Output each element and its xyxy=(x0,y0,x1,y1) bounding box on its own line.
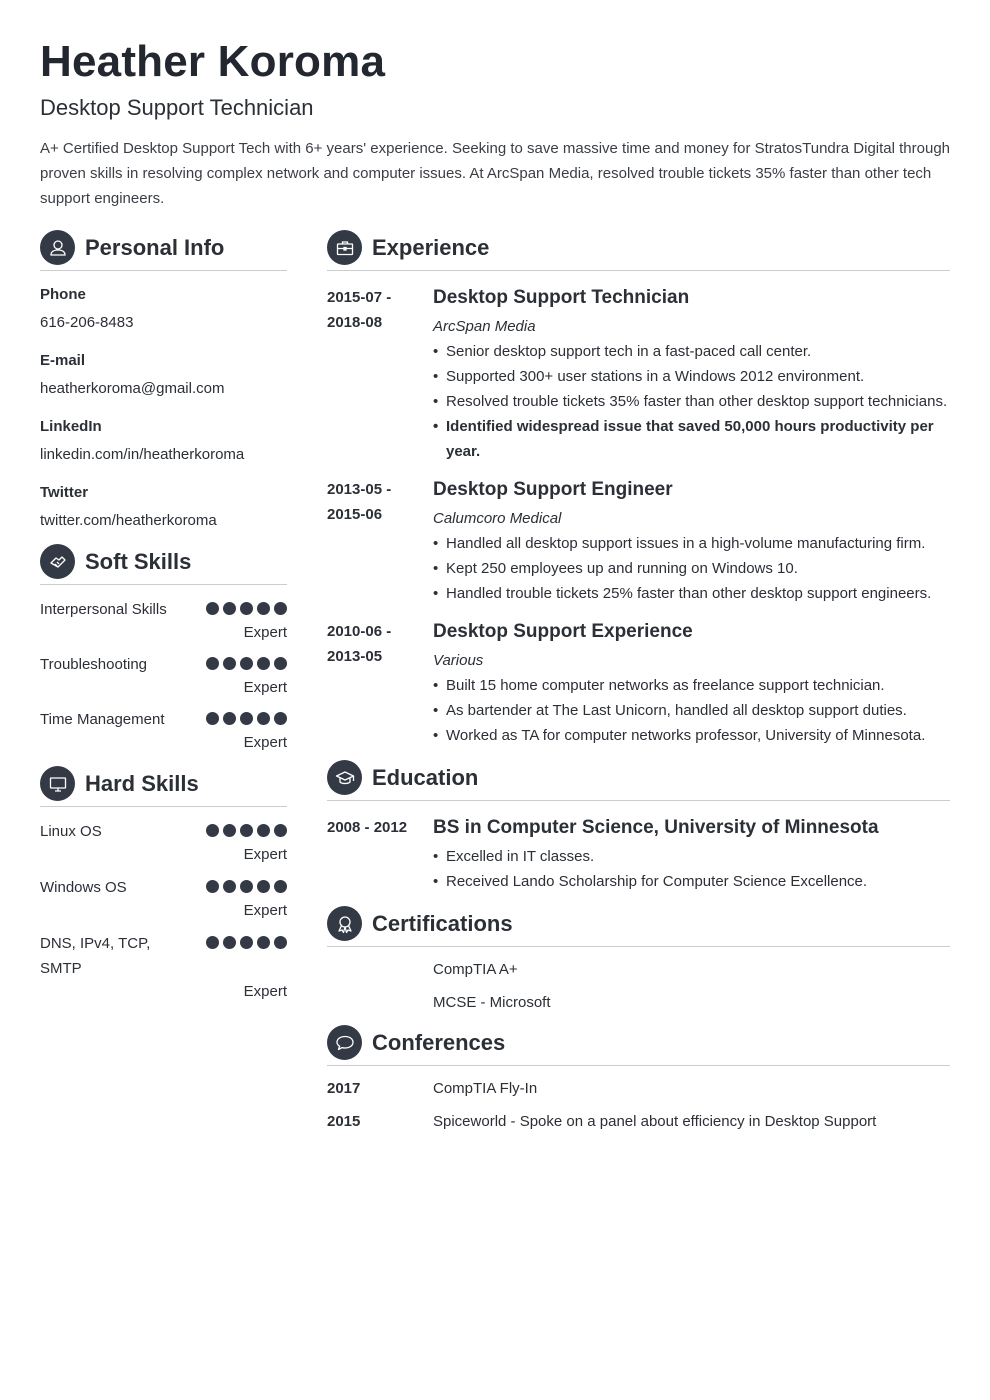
bullet-list xyxy=(433,339,950,464)
twitter-value: twitter.com/heatherkoroma xyxy=(40,512,217,529)
degree-title: BS in Computer Science, University of Minnesota xyxy=(433,817,879,838)
skill-name: Interpersonal Skills xyxy=(40,601,167,618)
conference-year: 2015 xyxy=(327,1113,361,1130)
skill-name: Linux OS xyxy=(40,823,102,840)
skill-item xyxy=(40,652,287,699)
list-item: • Resolved trouble tickets 35% faster than other desktop support technicians. xyxy=(433,389,950,414)
experience-section xyxy=(327,230,950,748)
section-header xyxy=(40,766,287,807)
skill-level: Expert xyxy=(243,624,287,641)
section-header xyxy=(40,544,287,585)
list-item: • Handled trouble tickets 25% faster than other desktop support engineers. xyxy=(433,581,950,606)
conference-item xyxy=(327,1109,950,1134)
handshake-icon xyxy=(40,544,75,579)
section-header xyxy=(327,1025,950,1066)
section-title: Conferences xyxy=(372,1030,506,1055)
section-header xyxy=(327,760,950,801)
list-item: • Senior desktop support tech in a fast-paced call center. xyxy=(433,339,950,364)
company-name: Calumcoro Medical xyxy=(433,510,562,527)
skill-name: DNS, IPv4, TCP, SMTP xyxy=(40,935,151,977)
right-column xyxy=(327,230,950,1134)
bullet-list xyxy=(433,531,950,606)
info-label: Phone xyxy=(40,286,86,303)
section-title: Experience xyxy=(372,235,490,260)
award-ribbon-icon xyxy=(327,906,362,941)
person-icon xyxy=(40,230,75,265)
left-column xyxy=(40,230,287,1003)
experience-entry xyxy=(327,477,950,606)
company-name: ArcSpan Media xyxy=(433,318,536,335)
conference-name: CompTIA Fly-In xyxy=(433,1080,538,1097)
phone-block xyxy=(40,285,287,333)
skill-item xyxy=(40,931,287,1003)
skill-name: Troubleshooting xyxy=(40,656,148,673)
skill-item xyxy=(40,597,287,644)
personal-info-section xyxy=(40,230,287,531)
info-label: LinkedIn xyxy=(40,418,102,435)
conference-year: 2017 xyxy=(327,1080,361,1097)
experience-date: 2015-07 - 2018-08 xyxy=(327,289,392,331)
skill-item xyxy=(40,819,287,866)
monitor-icon xyxy=(40,766,75,801)
skill-item xyxy=(40,707,287,754)
skill-rating xyxy=(206,936,287,949)
section-title: Hard Skills xyxy=(85,771,199,796)
bullet-list xyxy=(433,844,950,894)
company-name: Various xyxy=(433,652,484,669)
skill-rating xyxy=(206,880,287,893)
experience-date: 2013-05 - 2015-06 xyxy=(327,481,392,523)
education-date: 2008 - 2012 xyxy=(327,819,408,836)
skill-rating xyxy=(206,712,287,725)
section-header xyxy=(40,230,287,271)
skill-rating xyxy=(206,657,287,670)
soft-skills-section xyxy=(40,544,287,754)
list-item: • Built 15 home computer networks as freelance support technician. xyxy=(433,673,950,698)
certification-item: MCSE - Microsoft xyxy=(433,994,551,1011)
section-header xyxy=(327,230,950,271)
skill-rating xyxy=(206,602,287,615)
candidate-title: Desktop Support Technician xyxy=(40,95,314,120)
experience-entry xyxy=(327,285,950,464)
experience-entry xyxy=(327,619,950,748)
email-value: heatherkoroma@gmail.com xyxy=(40,380,225,397)
certifications-section xyxy=(327,906,950,1015)
briefcase-icon xyxy=(327,230,362,265)
section-header xyxy=(327,906,950,947)
resume-header xyxy=(40,36,950,211)
email-block xyxy=(40,351,287,399)
section-title: Soft Skills xyxy=(85,549,192,574)
candidate-name: Heather Koroma xyxy=(40,37,386,86)
job-title: Desktop Support Experience xyxy=(433,621,693,642)
list-item: • Worked as TA for computer networks professor, University of Minnesota. xyxy=(433,723,950,748)
speech-bubble-icon xyxy=(327,1025,362,1060)
summary-paragraph: A+ Certified Desktop Support Tech with 6+ years' experience. Seeking to save massive time and money for StratosTundra Digital through proven skills in resolving complex network and computer issues. At ArcSpan Media, resolved trouble tickets 35% faster than other tech support engineers. xyxy=(40,140,950,207)
list-item: • Received Lando Scholarship for Computer Science Excellence. xyxy=(433,869,950,894)
section-title: Education xyxy=(372,765,479,790)
job-title: Desktop Support Technician xyxy=(433,287,690,308)
skill-level: Expert xyxy=(243,983,287,1000)
info-label: E-mail xyxy=(40,352,86,369)
phone-value: 616-206-8483 xyxy=(40,314,134,331)
linkedin-value: linkedin.com/in/heatherkoroma xyxy=(40,446,245,463)
skill-item xyxy=(40,875,287,922)
skill-level: Expert xyxy=(243,846,287,863)
education-entry xyxy=(327,815,950,894)
skill-level: Expert xyxy=(243,679,287,696)
skill-name: Time Management xyxy=(40,711,165,728)
skill-level: Expert xyxy=(243,902,287,919)
list-item: • Supported 300+ user stations in a Windows 2012 environment. xyxy=(433,364,950,389)
hard-skills-section xyxy=(40,766,287,1003)
graduation-cap-icon xyxy=(327,760,362,795)
linkedin-block xyxy=(40,417,287,465)
info-label: Twitter xyxy=(40,484,89,501)
list-item: • Excelled in IT classes. xyxy=(433,844,950,869)
skill-name: Windows OS xyxy=(40,879,127,896)
list-item: • Kept 250 employees up and running on Windows 10. xyxy=(433,556,950,581)
job-title: Desktop Support Engineer xyxy=(433,479,673,500)
education-section xyxy=(327,760,950,894)
conference-name: Spiceworld - Spoke on a panel about efficiency in Desktop Support xyxy=(433,1113,877,1130)
bullet-list xyxy=(433,673,950,748)
list-item: • Handled all desktop support issues in a high-volume manufacturing firm. xyxy=(433,531,950,556)
certification-item: CompTIA A+ xyxy=(433,961,518,978)
list-item: • As bartender at The Last Unicorn, handled all desktop support duties. xyxy=(433,698,950,723)
conference-item xyxy=(327,1076,950,1101)
section-title: Certifications xyxy=(372,911,513,936)
skill-rating xyxy=(206,824,287,837)
conferences-section xyxy=(327,1025,950,1134)
section-title: Personal Info xyxy=(85,235,225,260)
twitter-block xyxy=(40,483,287,531)
skill-level: Expert xyxy=(243,734,287,751)
experience-date: 2010-06 - 2013-05 xyxy=(327,623,392,665)
list-item: • Identified widespread issue that saved 50,000 hours productivity per year. xyxy=(433,414,950,464)
